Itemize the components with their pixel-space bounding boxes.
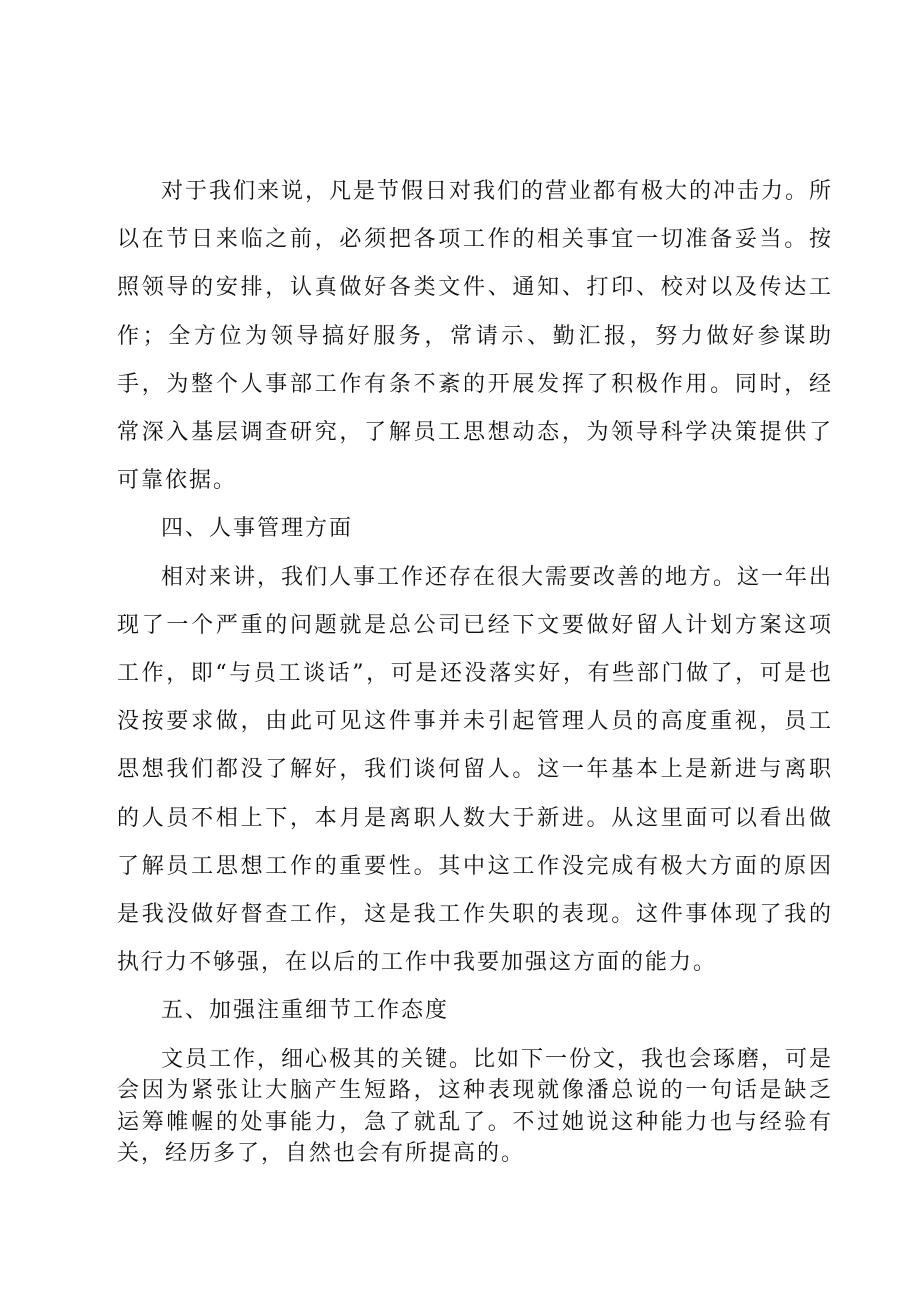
document-body — [117, 168, 833, 1170]
section-heading: 四、人事管理方面 — [161, 516, 354, 542]
body-paragraph: 文员工作，细心极其的关键。比如下一份文，我也会琢磨，可是会因为紧张让大脑产生短路，这种表现就像潘总说的一句话是缺乏运筹帷幄的处事能力，急了就乱了。不过她说这种能力也与经验有关，经历多了，自然也会有所提高的。 — [117, 1046, 834, 1167]
body-paragraph: 对于我们来说，凡是节假日对我们的营业都有极大的冲击力。所以在节日来临之前，必须把各项工作的相关事宜一切准备妥当。按照领导的安排，认真做好各类文件、通知、打印、校对以及传达工作；全方位为领导搞好服务，常请示、勤汇报，努力做好参谋助手，为整个人事部工作有条不紊的开展发挥了积极作用。同时，经常深入基层调查研究，了解员工思想动态，为领导科学决策提供了可靠依据。 — [117, 179, 834, 494]
section-heading: 五、加强注重细节工作态度 — [161, 998, 450, 1024]
body-paragraph: 相对来讲，我们人事工作还存在很大需要改善的地方。这一年出现了一个严重的问题就是总公司已经下文要做好留人计划方案这项工作，即“与员工谈话”，可是还没落实好，有些部门做了，可是也没按要求做，由此可见这件事并未引起管理人员的高度重视，员工思想我们都没了解好，我们谈何留人。这一年基本上是新进与离职的人员不相上下，本月是离职人数大于新进。从这里面可以看出做了解员工思想工作的重要性。其中这工作没完成有极大方面的原因是我没做好督查工作，这是我工作失职的表现。这件事体现了我的执行力不够强，在以后的工作中我要加强这方面的能力。 — [117, 564, 834, 976]
